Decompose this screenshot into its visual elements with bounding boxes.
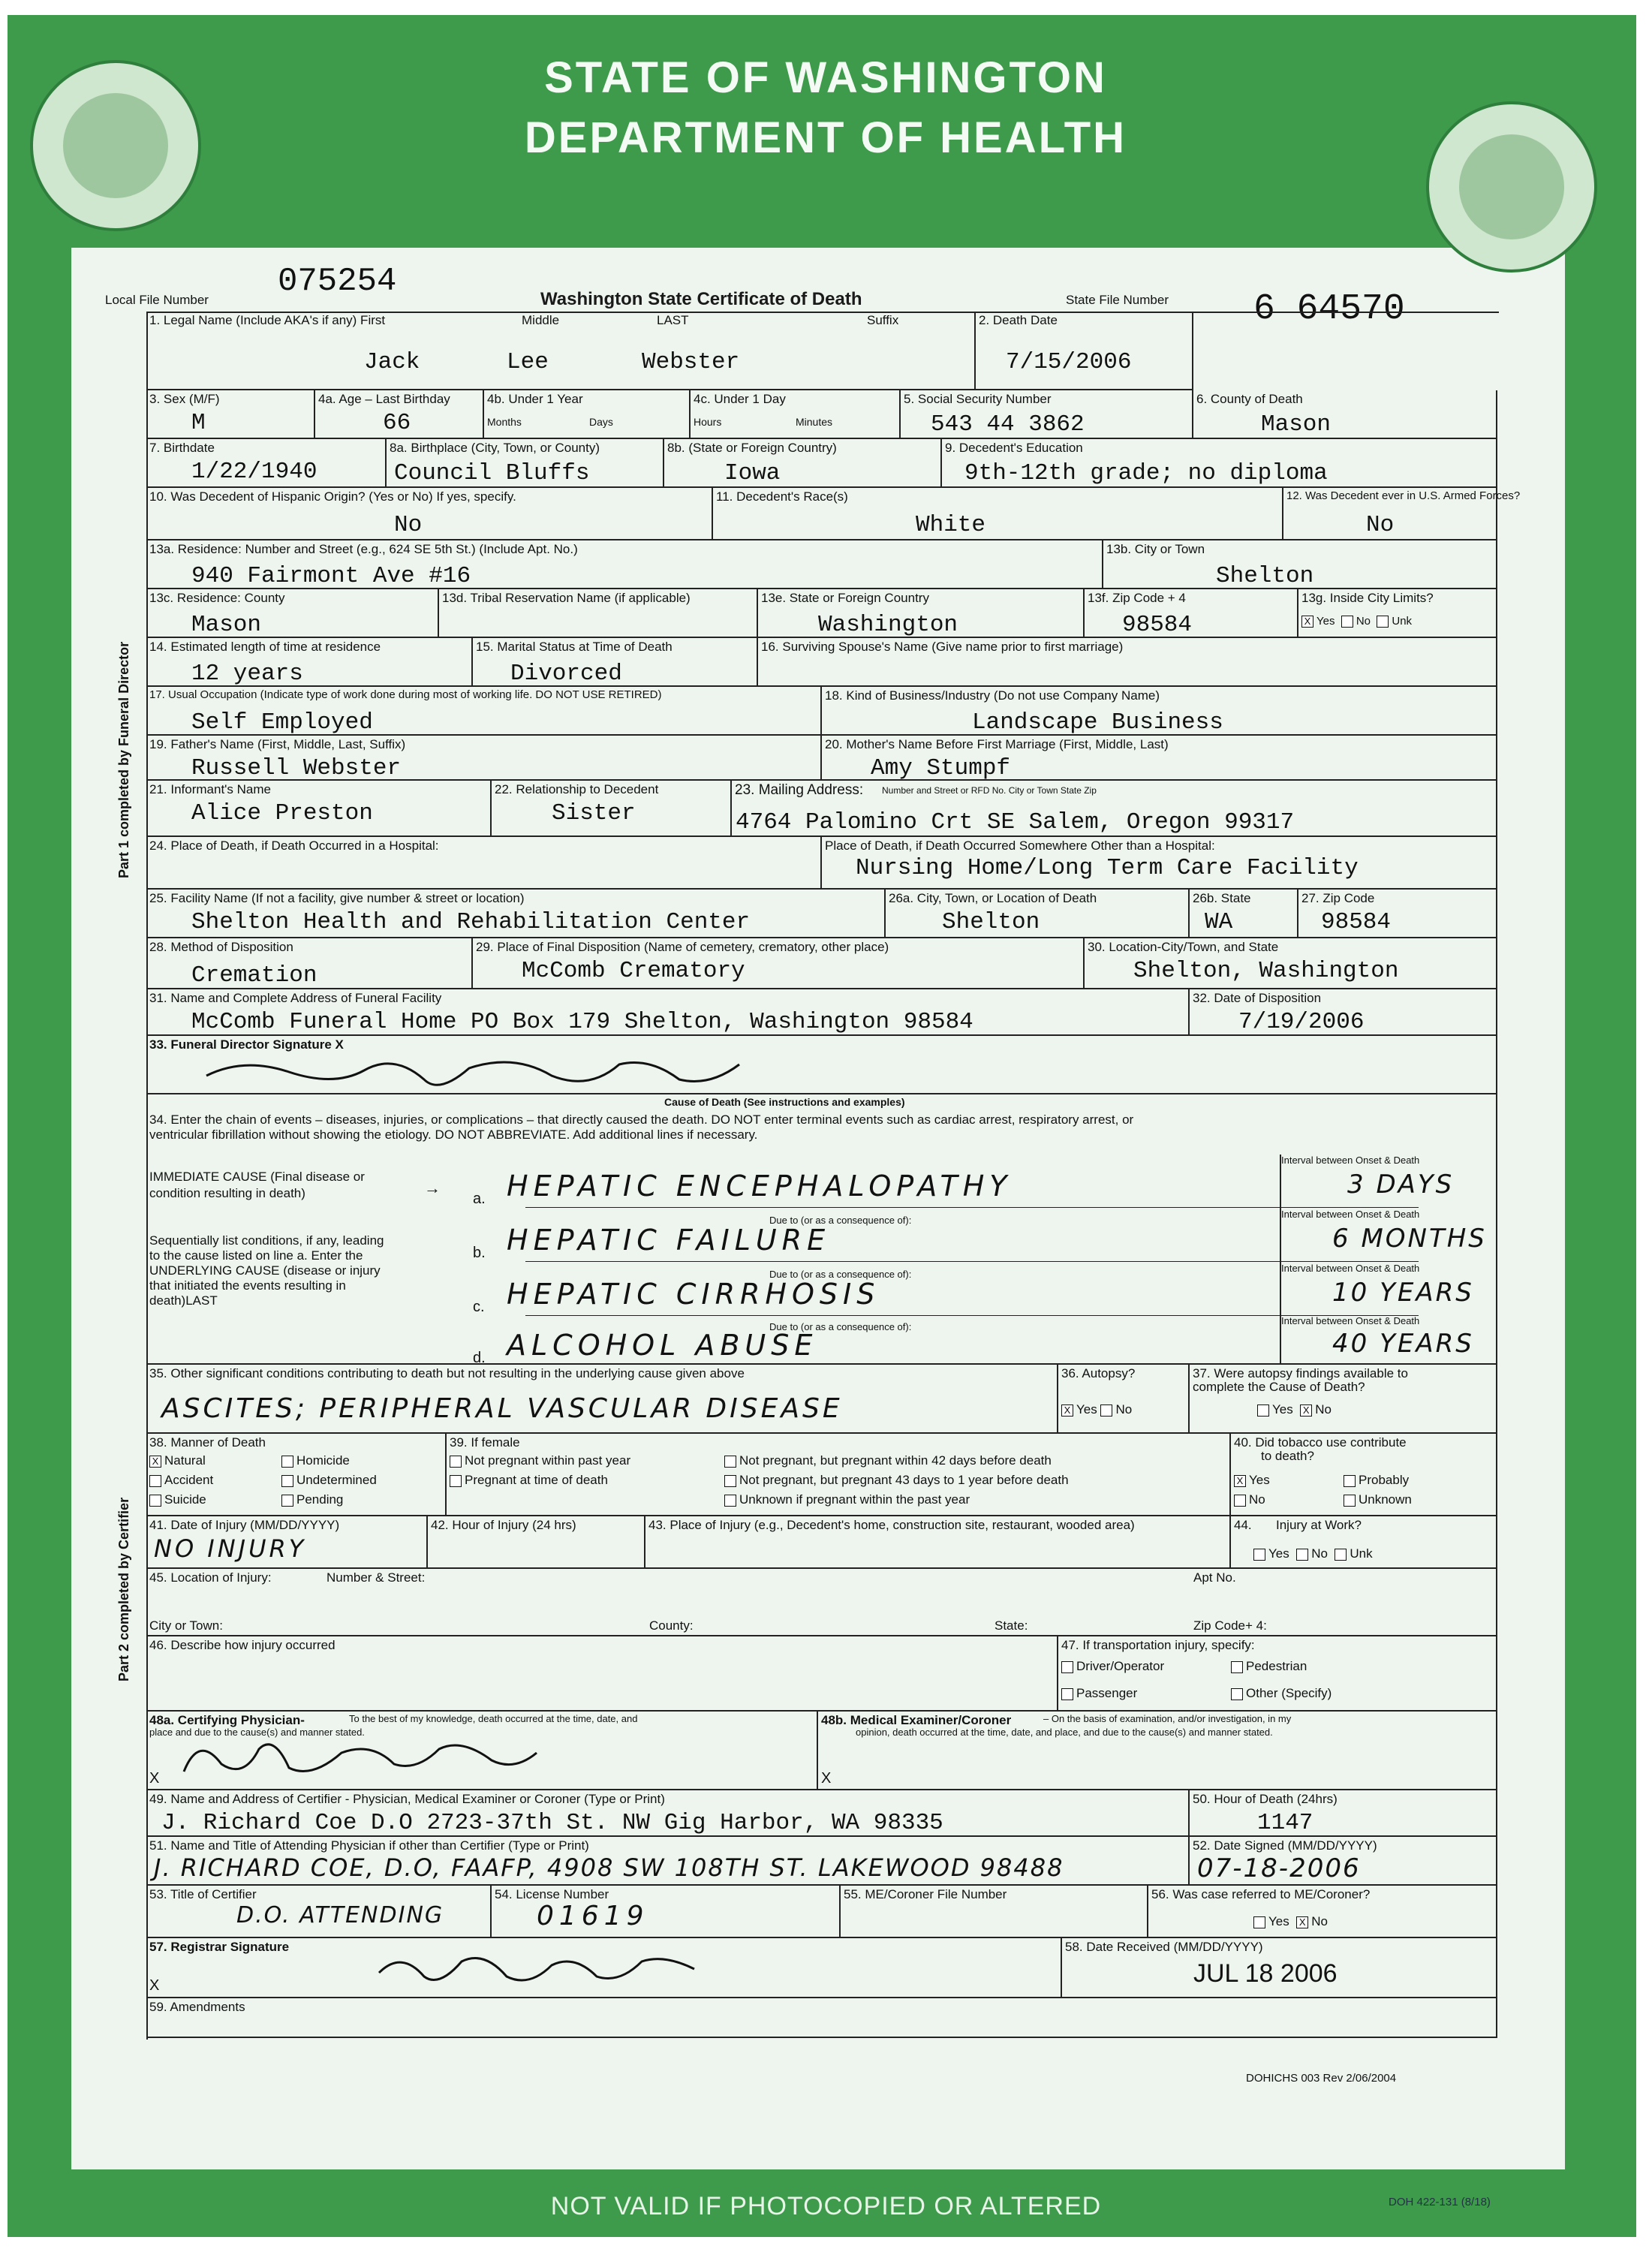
checkbox-referred-yes[interactable]: [1253, 1916, 1265, 1928]
field-armed-forces: 12. Was Decedent ever in U.S. Armed Forces? No: [1283, 488, 1497, 540]
field-father-name: 19. Father's Name (First, Middle, Last, Suffix) Russell Webster: [146, 736, 822, 781]
field-relationship: 22. Relationship to Decedent Sister: [492, 781, 732, 837]
field-disposition-location: 30. Location-City/Town, and State Shelton, Washington: [1085, 938, 1497, 989]
field-location-of-injury: 45. Location of Injury: Number & Street: Apt No. City or Town: County: State: Zip Code+ 4:: [146, 1569, 1497, 1636]
field-legal-name: 1. Legal Name (Include AKA's if any) First Middle LAST Suffix Jack Lee Webster: [146, 312, 976, 390]
injury-date: NO INJURY: [154, 1534, 307, 1563]
field-age: 4a. Age – Last Birthday 66: [315, 390, 484, 439]
state-seal-right: [1426, 101, 1597, 272]
field-education: 9. Decedent's Education 9th-12th grade; no diploma: [942, 439, 1497, 488]
checkbox-work-unk[interactable]: [1335, 1549, 1347, 1561]
field-length-of-residence: 14. Estimated length of time at residence 12 years: [146, 638, 473, 687]
field-informant: 21. Informant's Name Alice Preston: [146, 781, 492, 837]
field-date-received: 58. Date Received (MM/DD/YYYY) JUL 18 2006: [1062, 1938, 1497, 1998]
field-certifier-name-address: 49. Name and Address of Certifier - Physician, Medical Examiner or Coroner (Type or Print) J. Richard Coe D.O 2723-37th St. NW Gig Harbor, WA 98335: [146, 1790, 1190, 1837]
checkbox-preg-4[interactable]: [724, 1475, 736, 1487]
checkbox-preg-2[interactable]: [450, 1475, 462, 1487]
last-name: Webster: [642, 349, 740, 375]
interval-d: 40 YEARS: [1332, 1329, 1474, 1359]
field-hispanic-origin: 10. Was Decedent of Hispanic Origin? (Yes or No) If yes, specify. No: [146, 488, 713, 540]
field-certifying-physician: 48a. Certifying Physician- To the best of my knowledge, death occurred at the time, date, and place and due to the cause(s) and manner stated. X: [146, 1712, 818, 1790]
checkbox-pending[interactable]: [281, 1495, 293, 1507]
date-received-stamp: JUL 18 2006: [1193, 1959, 1338, 1988]
field-method-disposition: 28. Method of Disposition Cremation: [146, 938, 473, 989]
form-revision-code: DOHICHS 003 Rev 2/06/2004: [1246, 2072, 1397, 2085]
field-funeral-facility: 31. Name and Complete Address of Funeral Facility McComb Funeral Home PO Box 179 Shelton, Washington 98584: [146, 989, 1190, 1036]
cause-b: HEPATIC FAILURE: [507, 1224, 831, 1257]
field-occupation: 17. Usual Occupation (Indicate type of work done during most of working life. DO NOT USE RETIRED) Self Employed: [146, 687, 822, 736]
checkbox-tobacco-no[interactable]: [1234, 1495, 1246, 1507]
date-signed: 07-18-2006: [1197, 1853, 1361, 1883]
interval-column: [1280, 1155, 1281, 1365]
cause-line-b: [525, 1261, 1419, 1262]
header-line2: DEPARTMENT OF HEALTH: [524, 113, 1127, 162]
field-business: 18. Kind of Business/Industry (Do not use Company Name) Landscape Business: [822, 687, 1497, 736]
registrar-signature: [372, 1943, 709, 1995]
certifier-title: D.O. ATTENDING: [236, 1902, 444, 1928]
field-spouse-name: 16. Surviving Spouse's Name (Give name prior to first marriage): [758, 638, 1497, 687]
middle-name: Lee: [507, 349, 549, 375]
field-place-of-death-hospital: 24. Place of Death, if Death Occurred in a Hospital:: [146, 837, 822, 890]
field-funeral-director-signature: 33. Funeral Director Signature X: [146, 1036, 1497, 1094]
field-amendments: 59. Amendments: [146, 1998, 1497, 2038]
field-death-city: 26a. City, Town, or Location of Death Shelton: [886, 890, 1190, 938]
checkbox-referred-no[interactable]: X: [1296, 1916, 1308, 1928]
field-birthplace-state: 8b. (State or Foreign Country) Iowa: [664, 439, 942, 488]
state-file-label: State File Number: [1066, 293, 1169, 307]
field-tobacco: 40. Did tobacco use contribute to death? X Yes Probably No Unknown: [1231, 1434, 1497, 1516]
checkbox-autopsy-yes[interactable]: X: [1061, 1404, 1073, 1417]
checkbox-preg-1[interactable]: [450, 1456, 462, 1468]
checkbox-pedestrian[interactable]: [1231, 1661, 1243, 1673]
local-file-label: Local File Number: [105, 293, 209, 307]
field-me-coroner-file: 55. ME/Coroner File Number: [841, 1886, 1148, 1938]
field-manner-of-death: 38. Manner of Death X Natural Homicide Accident Undetermined Suicide Pending: [146, 1434, 447, 1516]
checkbox-passenger[interactable]: [1061, 1688, 1073, 1700]
checkbox-work-no[interactable]: [1296, 1549, 1308, 1561]
field-registrar-signature: 57. Registrar Signature X: [146, 1938, 1062, 1998]
cause-c: HEPATIC CIRRHOSIS: [507, 1278, 880, 1311]
cause-of-death-section: Cause of Death (See instructions and examples) 34. Enter the chain of events – diseases, injuries, or complications – that directly caused the death. DO NOT enter terminal events such as cardiac arrest, respiratory arrest, or ventricular fibrillation without showing the etiology. DO NOT ABBREVIATE. Add additional lines if necessary. IMMEDIATE CAUSE (Final disease or condition resulting in death) → Sequentially list conditions, if any, leading to the cause listed on line a. Enter the UNDERLYING CAUSE (disease or injury that initiated the events resulting in death)LAST a. b. c. d. HEPATIC ENCEPHALOPATHY HEPATIC FAILURE HEPATIC CIRRHOSIS ALCOHOL ABUSE Due to (or as a consequence of): Due to (or as a consequence of): Due to (or as a consequence of): Interval between Onset & Death Interval between Onset & Death Interval between Onset & Death Interval between Onset & Death 3 DAYS 6 MONTHS 10 YEARS 40 YEARS: [146, 1094, 1497, 1365]
field-under-1-day: 4c. Under 1 Day Hours Minutes: [691, 390, 901, 439]
field-attending-physician: 51. Name and Title of Attending Physician if other than Certifier (Type or Print) J. RICHARD COE, D.O, FAAFP, 4908 SW 108TH ST. LAKEWOOD 98488: [146, 1837, 1190, 1886]
field-sex: 3. Sex (M/F) M: [146, 390, 315, 439]
field-birthdate: 7. Birthdate 1/22/1940: [146, 439, 387, 488]
field-ssn: 5. Social Security Number 543 44 3862: [901, 390, 1193, 439]
first-name: Jack: [364, 349, 420, 375]
bottom-banner: NOT VALID IF PHOTOCOPIED OR ALTERED: [550, 2192, 1102, 2220]
field-marital-status: 15. Marital Status at Time of Death Divorced: [473, 638, 758, 687]
checkbox-city-no[interactable]: [1341, 616, 1353, 628]
document-code: DOH 422-131 (8/18): [1389, 2196, 1491, 2208]
field-date-of-injury: 41. Date of Injury (MM/DD/YYYY) NO INJURY: [146, 1516, 428, 1569]
field-inside-city-limits: 13g. Inside City Limits? X Yes No Unk: [1298, 589, 1497, 638]
field-title-of-certifier: 53. Title of Certifier D.O. ATTENDING: [146, 1886, 492, 1938]
field-county-of-death: 6. County of Death Mason: [1193, 390, 1497, 439]
field-residence-county: 13c. Residence: County Mason: [146, 589, 439, 638]
field-final-disposition: 29. Place of Final Disposition (Name of cemetery, crematory, other place) McComb Crematory: [473, 938, 1085, 989]
checkbox-accident[interactable]: [149, 1475, 161, 1487]
field-residence-zip: 13f. Zip Code + 4 98584: [1085, 589, 1298, 638]
checkbox-natural[interactable]: X: [149, 1456, 161, 1468]
field-death-date: 2. Death Date 7/15/2006: [976, 312, 1193, 390]
checkbox-tobacco-probably[interactable]: [1344, 1475, 1356, 1487]
field-birthplace-city: 8a. Birthplace (City, Town, or County) Council Bluffs: [387, 439, 664, 488]
header-line1: STATE OF WASHINGTON: [544, 53, 1107, 102]
field-autopsy-findings: 37. Were autopsy findings available to complete the Cause of Death? Yes X No: [1190, 1365, 1497, 1434]
field-transportation-injury: 47. If transportation injury, specify: Driver/Operator Pedestrian Passenger Other (Specify): [1058, 1636, 1497, 1712]
field-race: 11. Decedent's Race(s) White: [713, 488, 1283, 540]
local-file-number: 075254: [278, 263, 397, 300]
interval-c: 10 YEARS: [1332, 1278, 1474, 1308]
field-facility-name: 25. Facility Name (If not a facility, give number & street or location) Shelton Health and Rehabilitation Center: [146, 890, 886, 938]
checkbox-tobacco-unknown[interactable]: [1344, 1495, 1356, 1507]
field-date-signed: 52. Date Signed (MM/DD/YYYY) 07-18-2006: [1190, 1837, 1497, 1886]
field-place-of-injury: 43. Place of Injury (e.g., Decedent's home, construction site, restaurant, wooded area): [645, 1516, 1231, 1569]
checkbox-preg-3[interactable]: [724, 1456, 736, 1468]
field-injury-description: 46. Describe how injury occurred: [146, 1636, 1058, 1712]
field-place-of-death-other: Place of Death, if Death Occurred Somewhere Other than a Hospital: Nursing Home/Long Term Care Facility: [822, 837, 1497, 890]
cause-line-a: [525, 1207, 1419, 1208]
checkbox-other[interactable]: [1231, 1688, 1243, 1700]
checkbox-homicide[interactable]: [281, 1456, 293, 1468]
field-residence-street: 13a. Residence: Number and Street (e.g., 624 SE 5th St.) (Include Apt. No.) 940 Fairmont Ave #16: [146, 540, 1103, 589]
field-death-zip: 27. Zip Code 98584: [1298, 890, 1497, 938]
checkbox-driver[interactable]: [1061, 1661, 1073, 1673]
checkbox-city-yes[interactable]: X: [1301, 616, 1313, 628]
field-medical-examiner: 48b. Medical Examiner/Coroner – On the basis of examination, and/or investigation, in my opinion, death occurred at the time, date, and place, and due to the cause(s) and manner stated. X: [818, 1712, 1497, 1790]
checkbox-findings-no[interactable]: X: [1300, 1404, 1312, 1417]
field-hour-of-death: 50. Hour of Death (24hrs) 1147: [1190, 1790, 1497, 1837]
state-file-number: 6 64570: [1253, 289, 1405, 330]
field-residence-city: 13b. City or Town Shelton: [1103, 540, 1497, 589]
cause-a: HEPATIC ENCEPHALOPATHY: [507, 1170, 1013, 1203]
checkbox-work-yes[interactable]: [1253, 1549, 1265, 1561]
interval-b: 6 MONTHS: [1332, 1224, 1487, 1254]
certifier-signature: [176, 1727, 552, 1787]
interval-a: 3 DAYS: [1347, 1170, 1455, 1200]
checkbox-undetermined[interactable]: [281, 1475, 293, 1487]
checkbox-preg-5[interactable]: [724, 1495, 736, 1507]
checkbox-city-unk[interactable]: [1377, 616, 1389, 628]
field-if-female: 39. If female Not pregnant within past year Pregnant at time of death Not pregnant, but pregnant within 42 days before death Not pregnant, but pregnant 43 days to 1 year before death Unknown if pregnant within the past year: [447, 1434, 1231, 1516]
field-hour-of-injury: 42. Hour of Injury (24 hrs): [428, 1516, 645, 1569]
checkbox-suicide[interactable]: [149, 1495, 161, 1507]
field-other-conditions: 35. Other significant conditions contributing to death but not resulting in the underlying cause given above ASCITES; PERIPHERAL VASCULAR DISEASE: [146, 1365, 1058, 1434]
checkbox-autopsy-no[interactable]: [1100, 1404, 1112, 1417]
field-mailing-address: 23. Mailing Address: Number and Street or RFD No. City or Town State Zip 4764 Palomino Crt SE Salem, Oregon 99317: [732, 781, 1497, 837]
state-seal-left: [30, 60, 201, 231]
field-death-state: 26b. State WA: [1190, 890, 1298, 938]
funeral-director-signature: [199, 1049, 784, 1094]
checkbox-tobacco-yes[interactable]: X: [1234, 1475, 1246, 1487]
attending-physician: J. RICHARD COE, D.O, FAAFP, 4908 SW 108TH ST. LAKEWOOD 98488: [154, 1853, 1064, 1882]
field-mother-name: 20. Mother's Name Before First Marriage (First, Middle, Last) Amy Stumpf: [822, 736, 1497, 781]
field-license-number: 54. License Number 01619: [492, 1886, 841, 1938]
field-residence-state: 13e. State or Foreign Country Washington: [758, 589, 1085, 638]
field-under-1-year: 4b. Under 1 Year Months Days: [484, 390, 691, 439]
checkbox-findings-yes[interactable]: [1257, 1404, 1269, 1417]
form-title: Washington State Certificate of Death: [540, 289, 862, 309]
other-conditions: ASCITES; PERIPHERAL VASCULAR DISEASE: [161, 1393, 843, 1424]
field-injury-at-work: 44. Injury at Work? Yes No Unk: [1231, 1516, 1497, 1569]
field-tribal-reservation: 13d. Tribal Reservation Name (if applicable): [439, 589, 758, 638]
side-label-part2: Part 2 completed by Certifier: [116, 1497, 131, 1681]
field-referred-to-me: 56. Was case referred to ME/Coroner? Yes X No: [1148, 1886, 1497, 1938]
license-number: 01619: [537, 1901, 649, 1931]
cause-d: ALCOHOL ABUSE: [507, 1329, 818, 1362]
field-disposition-date: 32. Date of Disposition 7/19/2006: [1190, 989, 1497, 1036]
field-autopsy: 36. Autopsy? X Yes No: [1058, 1365, 1190, 1434]
side-label-part1: Part 1 completed by Funeral Director: [116, 641, 131, 878]
